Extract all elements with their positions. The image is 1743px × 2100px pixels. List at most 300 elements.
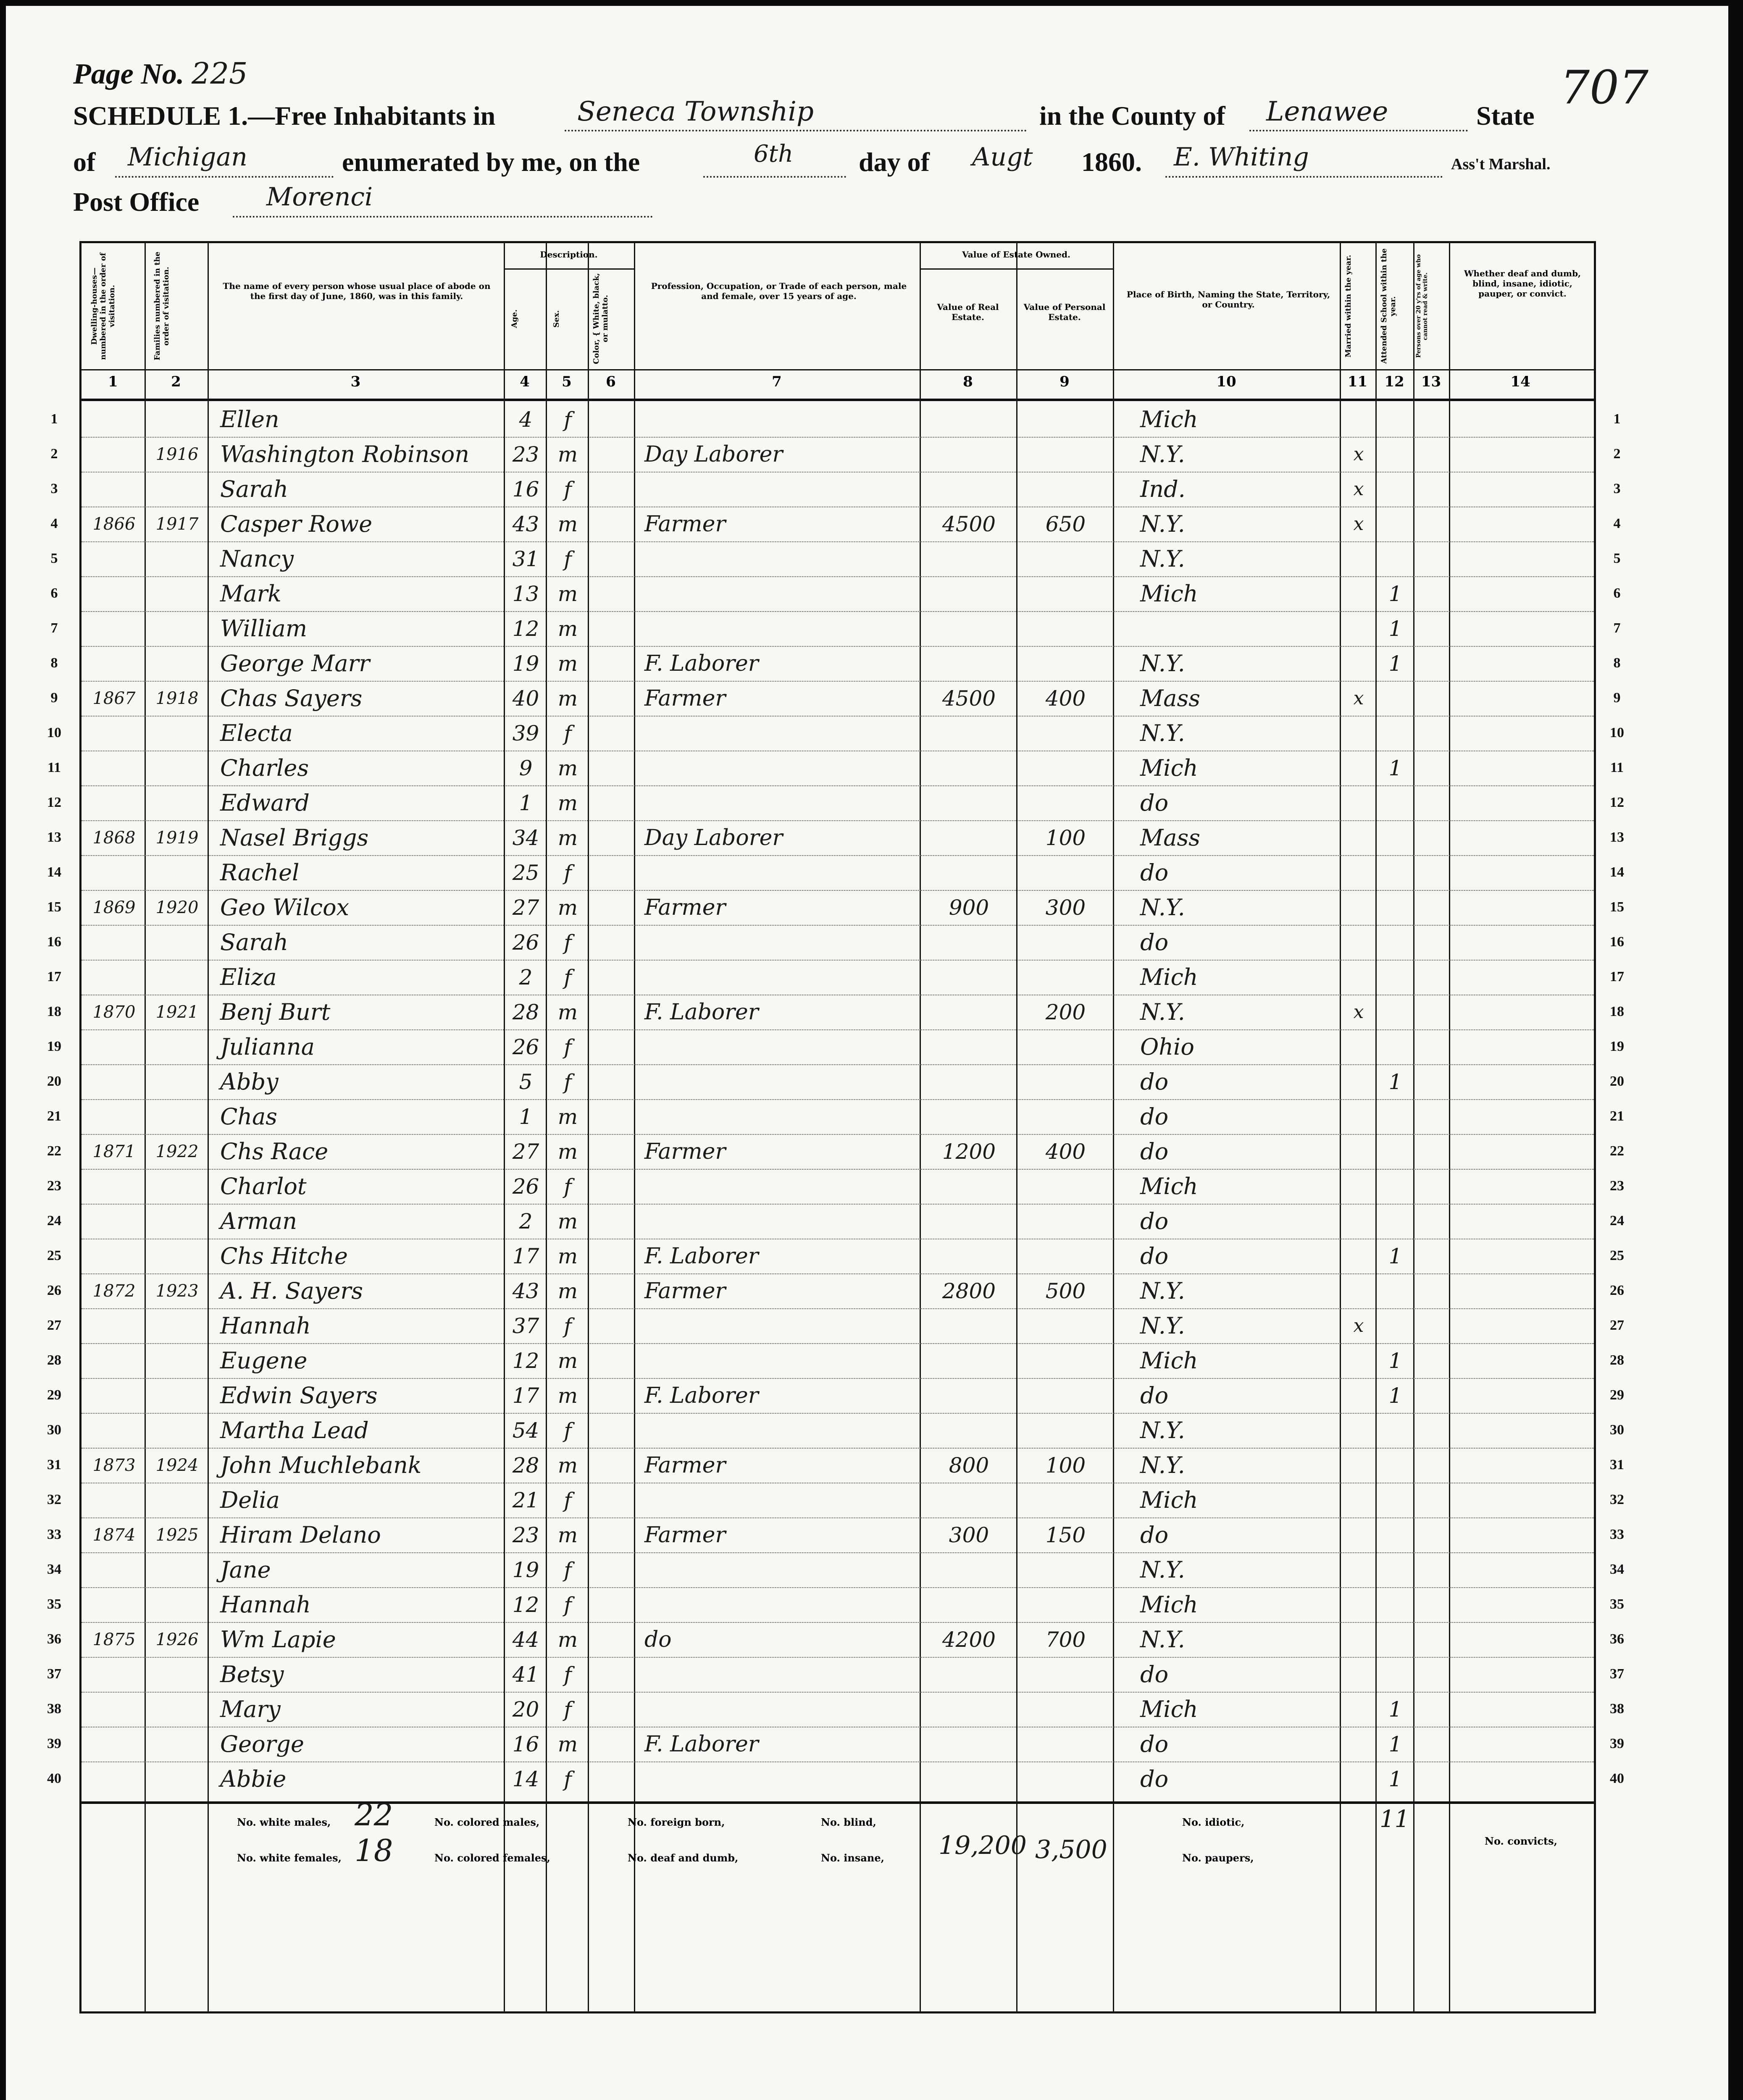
cell-age: 23 <box>512 1523 539 1547</box>
cell-age: 27 <box>512 895 539 920</box>
cell-occ: Day Laborer <box>644 825 783 850</box>
cell-name: Edward <box>220 790 310 816</box>
cell-age: 41 <box>512 1662 539 1687</box>
row-number: 30 <box>47 1422 61 1438</box>
row-number: 4 <box>50 516 58 531</box>
row-divider <box>81 611 1594 612</box>
row-divider <box>81 855 1594 856</box>
col-header-family: Families numbered in the order of visitation. <box>153 252 171 361</box>
row-divider <box>81 1169 1594 1170</box>
row-number: 6 <box>50 585 58 601</box>
row-divider <box>81 1761 1594 1762</box>
cell-birth: N.Y. <box>1140 999 1185 1025</box>
real-estate-total: 19,200 <box>939 1831 1027 1860</box>
cell-sch: 1 <box>1388 651 1402 676</box>
cell-occ: Farmer <box>644 1453 726 1478</box>
row-number: 12 <box>47 795 61 810</box>
row-divider <box>81 1134 1594 1135</box>
cell-sex: m <box>557 1105 578 1129</box>
cell-sex: f <box>564 547 572 571</box>
cell-occ: F. Laborer <box>644 1244 759 1269</box>
cell-age: 26 <box>512 1174 539 1199</box>
cell-age: 1 <box>519 1105 533 1129</box>
cell-age: 4 <box>519 407 533 432</box>
county-value: Lenawee <box>1266 96 1388 127</box>
row-number: 18 <box>1610 1004 1624 1019</box>
cell-sex: m <box>557 791 578 815</box>
cell-age: 13 <box>512 582 539 606</box>
row-divider <box>81 1587 1594 1588</box>
cell-real: 4500 <box>942 686 996 711</box>
row-number: 3 <box>50 481 58 496</box>
row-number: 38 <box>1610 1701 1624 1717</box>
cell-sex: f <box>564 1767 572 1791</box>
cell-fam: 1922 <box>155 1142 199 1161</box>
cell-sex: f <box>564 1314 572 1338</box>
row-divider <box>81 925 1594 926</box>
cell-sch: 1 <box>1388 1732 1402 1756</box>
cell-name: Wm Lapie <box>220 1626 336 1653</box>
cell-birth: N.Y. <box>1140 894 1185 921</box>
col-header-dwelling: Dwelling-houses—numbered in the order of visitation. <box>90 252 116 360</box>
row-number: 2 <box>1613 446 1621 462</box>
row-number: 28 <box>47 1352 61 1368</box>
cell-age: 44 <box>512 1628 539 1652</box>
insane-label: No. insane, <box>821 1852 884 1864</box>
col-header-personal-estate: Value of Personal Estate. <box>1023 302 1106 322</box>
row-divider <box>81 716 1594 717</box>
cell-sex: m <box>557 1279 578 1303</box>
day-of-label: day of <box>859 147 930 177</box>
cell-sex: m <box>557 1349 578 1373</box>
day-underline <box>703 176 846 178</box>
cell-birth: do <box>1140 790 1169 816</box>
cell-sex: m <box>557 651 578 676</box>
cell-sex: m <box>557 1523 578 1547</box>
row-number: 24 <box>47 1213 61 1228</box>
cell-sex: f <box>564 1035 572 1059</box>
row-number: 17 <box>47 969 61 984</box>
cell-pers: 400 <box>1045 686 1086 711</box>
row-number: 23 <box>47 1178 61 1194</box>
cell-sex: f <box>564 1558 572 1582</box>
white-females-label: No. white females, <box>237 1852 342 1864</box>
cell-name: Mark <box>220 580 282 607</box>
row-number: 13 <box>1610 830 1624 845</box>
page-number-label: Page No. 225 <box>73 56 248 91</box>
cell-birth: do <box>1140 1382 1169 1409</box>
paupers-label: No. paupers, <box>1182 1852 1254 1864</box>
row-number: 21 <box>47 1108 61 1124</box>
cell-name: George <box>220 1731 304 1757</box>
row-number: 25 <box>47 1248 61 1263</box>
cell-sex: f <box>564 477 572 501</box>
row-number: 6 <box>1613 585 1621 601</box>
cell-occ: Farmer <box>644 686 726 711</box>
row-number: 1 <box>50 411 58 427</box>
marshal-label: Ass't Marshal. <box>1451 155 1551 173</box>
cell-sex: m <box>557 1453 578 1478</box>
cell-birth: Mich <box>1140 1347 1198 1374</box>
row-divider <box>81 1657 1594 1658</box>
row-number: 32 <box>47 1492 61 1507</box>
row-number: 19 <box>47 1039 61 1054</box>
col-header-school: Attended School within the year. <box>1380 248 1397 364</box>
cell-real: 900 <box>949 895 989 920</box>
cell-real: 4200 <box>942 1628 996 1652</box>
convicts-label: No. convicts, <box>1485 1835 1557 1847</box>
cell-age: 23 <box>512 442 539 467</box>
page-number: 225 <box>191 56 248 91</box>
cell-pers: 200 <box>1045 1000 1086 1024</box>
col-header-occupation: Profession, Occupation, or Trade of each person, male and female, over 15 years of age. <box>651 281 907 301</box>
cell-birth: do <box>1140 1138 1169 1165</box>
row-number: 10 <box>47 725 61 740</box>
row-number: 32 <box>1610 1492 1624 1507</box>
cell-fam: 1918 <box>155 689 199 708</box>
cell-name: Eliza <box>220 964 277 990</box>
white-males-value: 22 <box>355 1797 393 1832</box>
cell-name: Chs Race <box>220 1138 329 1165</box>
row-number: 20 <box>1610 1074 1624 1089</box>
census-sheet <box>6 6 1728 2100</box>
cell-occ: do <box>644 1627 672 1652</box>
cell-sex: m <box>557 1139 578 1164</box>
post-office-underline <box>233 216 653 218</box>
idiotic-label: No. idiotic, <box>1182 1816 1245 1828</box>
county-label: in the County of <box>1039 101 1225 131</box>
row-number: 29 <box>47 1387 61 1403</box>
col-header-sex: Sex. <box>552 310 561 328</box>
row-number: 31 <box>1610 1457 1624 1473</box>
cell-birth: N.Y. <box>1140 650 1185 677</box>
row-divider <box>81 1517 1594 1518</box>
cell-sex: m <box>557 1209 578 1234</box>
row-number: 8 <box>1613 655 1621 671</box>
row-divider <box>81 1204 1594 1205</box>
row-number: 40 <box>1610 1771 1624 1786</box>
col-number: 9 <box>1059 373 1070 390</box>
cell-birth: Ohio <box>1140 1034 1194 1060</box>
cell-dw: 1874 <box>92 1525 136 1545</box>
row-number: 22 <box>1610 1143 1624 1159</box>
cell-sex: m <box>557 826 578 850</box>
row-divider <box>81 1343 1594 1344</box>
personal-estate-total: 3,500 <box>1035 1835 1107 1864</box>
row-divider <box>81 1413 1594 1414</box>
col-number: 6 <box>606 373 616 390</box>
cell-pers: 650 <box>1045 512 1086 536</box>
row-number: 36 <box>1610 1631 1624 1647</box>
row-number: 10 <box>1610 725 1624 740</box>
row-number: 28 <box>1610 1352 1624 1368</box>
day-value: 6th <box>754 140 794 168</box>
row-number: 16 <box>1610 934 1624 950</box>
blind-label: No. blind, <box>821 1816 876 1828</box>
row-number: 34 <box>1610 1562 1624 1577</box>
cell-name: Abby <box>220 1068 279 1095</box>
row-divider <box>81 960 1594 961</box>
of-label: of <box>73 147 96 177</box>
row-number: 19 <box>1610 1039 1624 1054</box>
col-number: 10 <box>1216 373 1236 390</box>
row-divider <box>81 1029 1594 1030</box>
row-number: 21 <box>1610 1108 1624 1124</box>
cell-birth: N.Y. <box>1140 1312 1185 1339</box>
col-header-name: The name of every person whose usual place of abode on the first day of June, 1860, was in this family. <box>223 281 491 301</box>
cell-sex: f <box>564 1662 572 1687</box>
cell-dw: 1870 <box>92 1003 136 1022</box>
cell-fam: 1921 <box>155 1003 199 1022</box>
deaf-dumb-label: No. deaf and dumb, <box>628 1852 739 1864</box>
cell-birth: N.Y. <box>1140 1278 1185 1304</box>
col-number: 2 <box>171 373 181 390</box>
state-underline <box>115 176 334 178</box>
cell-age: 28 <box>512 1000 539 1024</box>
cell-age: 28 <box>512 1453 539 1478</box>
row-number: 25 <box>1610 1248 1624 1263</box>
county-underline <box>1249 130 1468 131</box>
cell-sch: 1 <box>1388 756 1402 780</box>
cell-name: Rachel <box>220 859 300 886</box>
cell-name: Sarah <box>220 476 288 502</box>
row-number: 12 <box>1610 795 1624 810</box>
cell-real: 1200 <box>942 1139 996 1164</box>
row-number: 17 <box>1610 969 1624 984</box>
cell-dw: 1872 <box>92 1281 136 1301</box>
row-divider <box>81 541 1594 542</box>
cell-birth: Mich <box>1140 964 1198 990</box>
cell-sex: f <box>564 930 572 955</box>
row-number: 3 <box>1613 481 1621 496</box>
row-number: 1 <box>1613 411 1621 427</box>
cell-pers: 500 <box>1045 1279 1086 1303</box>
cell-birth: Mich <box>1140 1173 1198 1200</box>
cell-birth: Mich <box>1140 406 1198 433</box>
row-number: 31 <box>47 1457 61 1473</box>
cell-sex: f <box>564 1488 572 1512</box>
row-number: 26 <box>1610 1283 1624 1298</box>
cell-name: Hannah <box>220 1591 311 1618</box>
row-number: 33 <box>1610 1527 1624 1542</box>
row-number: 37 <box>1610 1666 1624 1682</box>
cell-occ: Farmer <box>644 895 726 920</box>
cell-birth: N.Y. <box>1140 1557 1185 1583</box>
row-number: 34 <box>47 1562 61 1577</box>
cell-sch: 1 <box>1388 1767 1402 1791</box>
cell-birth: do <box>1140 1243 1169 1269</box>
cell-occ: F. Laborer <box>644 1000 759 1025</box>
row-divider <box>81 1378 1594 1379</box>
row-number: 39 <box>1610 1736 1624 1751</box>
cell-real: 800 <box>949 1453 989 1478</box>
cell-dw: 1873 <box>92 1456 136 1475</box>
cell-birth: N.Y. <box>1140 441 1185 467</box>
cell-fam: 1919 <box>155 828 199 848</box>
cell-age: 43 <box>512 512 539 536</box>
cell-birth: do <box>1140 1208 1169 1234</box>
row-number: 27 <box>1610 1318 1624 1333</box>
cell-age: 40 <box>512 686 539 711</box>
cell-age: 26 <box>512 930 539 955</box>
row-number: 35 <box>47 1596 61 1612</box>
colored-females-label: No. colored females, <box>434 1852 550 1864</box>
marshal-name: E. Whiting <box>1174 142 1309 172</box>
cell-age: 5 <box>519 1070 533 1094</box>
cell-sex: f <box>564 861 572 885</box>
cell-name: Chs Hitche <box>220 1243 348 1269</box>
row-divider <box>81 1273 1594 1274</box>
col-header-age: Age. <box>510 309 519 328</box>
cell-age: 19 <box>512 651 539 676</box>
row-divider <box>81 1692 1594 1693</box>
row-divider <box>81 820 1594 821</box>
col-number: 8 <box>963 373 973 390</box>
cell-age: 14 <box>512 1767 539 1791</box>
cell-age: 2 <box>519 1209 533 1234</box>
cell-birth: do <box>1140 1522 1169 1548</box>
cell-sch: 1 <box>1388 1383 1402 1408</box>
cell-name: Delia <box>220 1487 280 1513</box>
cell-age: 27 <box>512 1139 539 1164</box>
cell-age: 12 <box>512 1593 539 1617</box>
row-number: 30 <box>1610 1422 1624 1438</box>
cell-dw: 1869 <box>92 898 136 917</box>
row-divider <box>81 785 1594 786</box>
cell-name: Arman <box>220 1208 297 1234</box>
cell-age: 19 <box>512 1558 539 1582</box>
cell-birth: N.Y. <box>1140 1417 1185 1444</box>
stamp-number: 707 <box>1560 60 1648 114</box>
cell-birth: Mich <box>1140 755 1198 781</box>
col-number: 7 <box>772 373 782 390</box>
cell-sex: m <box>557 756 578 780</box>
cell-age: 1 <box>519 791 533 815</box>
cell-birth: do <box>1140 1068 1169 1095</box>
cell-fam: 1926 <box>155 1630 199 1649</box>
cell-age: 54 <box>512 1418 539 1443</box>
row-number: 16 <box>47 934 61 950</box>
cell-age: 17 <box>512 1244 539 1268</box>
cell-birth: Mich <box>1140 1487 1198 1513</box>
cell-occ: F. Laborer <box>644 1383 759 1408</box>
month-value: Augt <box>972 142 1033 172</box>
row-number: 39 <box>47 1736 61 1751</box>
cell-name: Abbie <box>220 1766 287 1792</box>
row-divider <box>81 1552 1594 1553</box>
row-divider <box>81 437 1594 438</box>
cell-name: Chas <box>220 1103 278 1130</box>
cell-pers: 150 <box>1045 1523 1086 1547</box>
cell-birth: N.Y. <box>1140 720 1185 746</box>
row-number: 23 <box>1610 1178 1624 1194</box>
row-divider <box>81 1448 1594 1449</box>
cell-name: A. H. Sayers <box>220 1278 363 1304</box>
cell-sex: m <box>557 1628 578 1652</box>
col-number: 13 <box>1421 373 1441 390</box>
col-header-infirmity: Whether deaf and dumb, blind, insane, idiotic, pauper, or convict. <box>1464 268 1581 299</box>
cell-age: 39 <box>512 721 539 746</box>
col-header-color: Color, { White, black, or mulatto. <box>592 273 610 365</box>
cell-birth: Mich <box>1140 1696 1198 1722</box>
row-number: 15 <box>1610 899 1624 915</box>
cell-name: Nasel Briggs <box>220 824 369 851</box>
cell-occ: F. Laborer <box>644 651 759 676</box>
cell-sch: 1 <box>1388 617 1402 641</box>
cell-birth: do <box>1140 1766 1169 1792</box>
row-divider <box>81 890 1594 891</box>
cell-sex: m <box>557 617 578 641</box>
white-males-label: No. white males, <box>237 1816 331 1828</box>
cell-name: William <box>220 615 308 642</box>
cell-sch: 1 <box>1388 1244 1402 1268</box>
col-header-literacy: Persons over 20 y'rs of age who cannot read & write. <box>1415 254 1429 358</box>
cell-fam: 1923 <box>155 1281 199 1301</box>
cell-pers: 100 <box>1045 826 1086 850</box>
cell-birth: do <box>1140 1103 1169 1130</box>
cell-age: 21 <box>512 1488 539 1512</box>
cell-occ: Farmer <box>644 1522 726 1548</box>
year-label: 1860. <box>1081 147 1142 177</box>
cell-name: Eugene <box>220 1347 308 1374</box>
cell-mar: x <box>1353 688 1364 709</box>
cell-age: 34 <box>512 826 539 850</box>
cell-sch: 1 <box>1388 1070 1402 1094</box>
row-number: 11 <box>1610 760 1624 775</box>
row-number: 40 <box>47 1771 61 1786</box>
township-value: Seneca Township <box>577 96 814 127</box>
cell-age: 17 <box>512 1383 539 1408</box>
cell-real: 4500 <box>942 512 996 536</box>
cell-birth: Mich <box>1140 580 1198 607</box>
post-office-label: Post Office <box>73 187 200 217</box>
cell-fam: 1924 <box>155 1456 199 1475</box>
row-number: 5 <box>1613 551 1621 566</box>
cell-birth: N.Y. <box>1140 1452 1185 1478</box>
cell-birth: do <box>1140 1661 1169 1688</box>
cell-sex: m <box>557 1244 578 1268</box>
row-number: 13 <box>47 830 61 845</box>
state-label: State <box>1476 101 1535 131</box>
row-number: 37 <box>47 1666 61 1682</box>
cell-age: 37 <box>512 1314 539 1338</box>
white-females-value: 18 <box>355 1833 393 1868</box>
cell-name: Hiram Delano <box>220 1522 381 1548</box>
cell-sex: m <box>557 686 578 711</box>
row-number: 33 <box>47 1527 61 1542</box>
cell-real: 2800 <box>942 1279 996 1303</box>
row-number: 8 <box>50 655 58 671</box>
cell-name: Hannah <box>220 1312 311 1339</box>
foreign-born-label: No. foreign born, <box>628 1816 725 1828</box>
cell-dw: 1868 <box>92 828 136 848</box>
row-number: 29 <box>1610 1387 1624 1403</box>
col-number: 11 <box>1347 373 1368 390</box>
row-number: 18 <box>47 1004 61 1019</box>
cell-occ: F. Laborer <box>644 1732 759 1757</box>
cell-sex: m <box>557 1732 578 1756</box>
col-header-real-estate: Value of Real Estate. <box>937 302 999 322</box>
cell-name: Charles <box>220 755 309 781</box>
row-number: 27 <box>47 1318 61 1333</box>
row-divider <box>81 1622 1594 1623</box>
cell-name: Geo Wilcox <box>220 894 350 921</box>
col-header-estate: Value of Estate Owned. <box>962 249 1070 260</box>
cell-occ: Farmer <box>644 512 726 537</box>
cell-dw: 1867 <box>92 689 136 708</box>
row-number: 35 <box>1610 1596 1624 1612</box>
cell-age: 16 <box>512 477 539 501</box>
